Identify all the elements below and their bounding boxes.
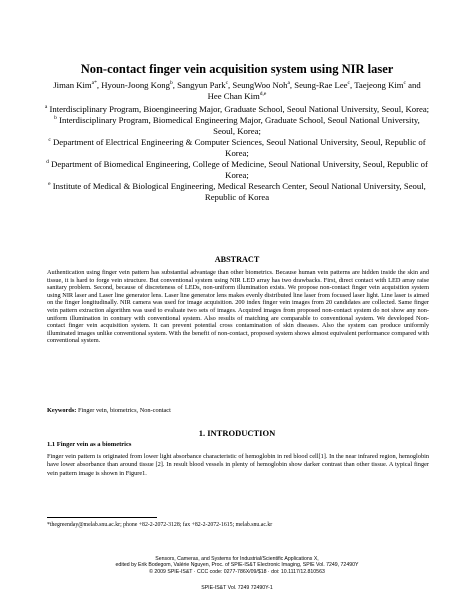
author-affiliation-mark: b [169, 80, 173, 87]
author-separator: and [405, 80, 421, 90]
author-affiliation-mark: c [225, 80, 229, 87]
author-affiliation-mark: d,e [259, 91, 267, 98]
author-affiliation-mark: a [91, 80, 95, 87]
affiliation [44, 104, 430, 115]
author-name: Seung-Rae Lee [294, 80, 348, 90]
abstract-text: Authentication using finger vein pattern has substantial advantage than other biometrics. Because human vein patterns are hidden inside the skin and tissue, it is hard to forge vein structure. But conventional system using NIR LED array has two drawbacks. First, direct contact with LED array raise sanitary problem. Second, because of discreteness of LEDs, non-uniform illumination exists. We propose non-contact finger vein acquisition system using NIR laser and Laser line generator lens. Laser line generator lens makes evenly distributed line laser from focused laser light. Line laser is aimed on the finger longitudinally. NIR camera was used for image acquisition. 200 index finger vein images from 20 candidates are collected. Same finger vein pattern extraction algorithm was used to evaluate two sets of images. Acquired images from proposed non-contact system do not show any non-uniform illumination in contrary with conventional system. Also results of matching are comparable to conventional system. We developed Non-contact finger vein acquisition system. It can prevent potential cross contamination of skin diseases. Also the system can produce uniformly illuminated images unlike conventional system. With the benefit of non-contact, proposed system shows almost equivalent performance compared with conventional system. [47, 269, 429, 345]
author-affiliation-mark: a [287, 80, 290, 87]
affiliation-text: Department of Biomedical Engineering, College of Medicine, Seoul National University, Seoul, Republic of Korea; [51, 159, 428, 180]
abstract-heading: ABSTRACT [214, 255, 260, 264]
keywords [47, 407, 429, 415]
author-separator: , [350, 80, 355, 90]
keywords-label: Keywords: [47, 407, 77, 414]
affiliation-mark: d [46, 159, 49, 166]
author-name: SeungWoo Noh [232, 80, 288, 90]
footnote: *thegreenday@melab.snu.ac.kr; phone +82-2-2072-3128; fax +82-2-2072-1615; melab.snu.ac.kr [47, 522, 273, 528]
affiliation-text: Department of Electrical Engineering & Computer Sciences, Seoul National University, Seoul, Republic of Korea; [52, 137, 426, 158]
affiliation [44, 159, 430, 181]
affiliation-list [44, 104, 430, 203]
affiliation [44, 181, 430, 203]
paper-title: Non-contact finger vein acquisition system using NIR laser [80, 62, 394, 76]
subsection-heading: 1.1 Finger vein as a biometrics [47, 441, 132, 448]
author-list [46, 80, 428, 102]
author-separator: , [96, 80, 102, 90]
conference-line: © 2009 SPIE-IS&T · CCC code: 0277-786X/09/$18 · doi: 10.1117/12.810563 [149, 568, 325, 575]
affiliation-mark: b [54, 115, 57, 122]
intro-paragraph: Finger vein pattern is originated from lower light absorbance characteristic of hemoglobin in red blood cell[1]. In the near infrared region, hemoglobin have lower absorbance than around tissue [2]. In result blood vessels in plenty of hemoglobin show darker contrast than other tissue. A typical finger vein pattern image is shown in Figure1. [47, 453, 429, 477]
author-name: Hee Chan Kim [207, 91, 260, 101]
conference-line: Sensors, Cameras, and Systems for Industrial/Scientific Applications X, [155, 556, 319, 562]
affiliation-text: Institute of Medical & Biological Engineering, Medical Research Center, Seoul National University, Seoul, Republic of Korea [52, 181, 426, 202]
affiliation-mark: a [44, 104, 48, 111]
conference-line: edited by Erik Bodegom, Valérie Nguyen, Proc. of SPIE-IS&T Electronic Imaging, SPIE Vol. 7249, 72490Y [115, 562, 359, 569]
conference-info [20, 556, 454, 575]
corresponding-author-mark: * [94, 80, 97, 87]
affiliation-mark: c [48, 137, 51, 144]
affiliation [44, 137, 430, 159]
author-affiliation-mark: c [347, 80, 350, 87]
author-name: Jiman Kim [53, 80, 92, 90]
author-name: Taejeong Kim [354, 80, 404, 90]
affiliation [44, 115, 430, 137]
footnote-rule [47, 517, 157, 518]
affiliation-text: Interdisciplinary Program, Bioengineering Major, Graduate School, Seoul National University, Seoul, Korea; [49, 104, 430, 114]
author-separator: , [289, 80, 295, 90]
page-id: SPIE-IS&T Vol. 7249 72490Y-1 [201, 585, 273, 591]
keywords-text: Finger vein, biometrics, Non-contact [77, 407, 171, 414]
author-name: Hyoun-Joong Kong [101, 80, 170, 90]
affiliation-mark: e [48, 181, 51, 188]
affiliation-text: Interdisciplinary Program, Biomedical Engineering Major, Graduate School, Seoul National University, Seoul, Korea; [59, 115, 420, 136]
section-heading: 1. INTRODUCTION [198, 428, 276, 438]
author-separator: , [228, 80, 233, 90]
author-name: Sangyun Park [177, 80, 226, 90]
author-separator: , [172, 80, 178, 90]
author-affiliation-mark: c [403, 80, 406, 87]
